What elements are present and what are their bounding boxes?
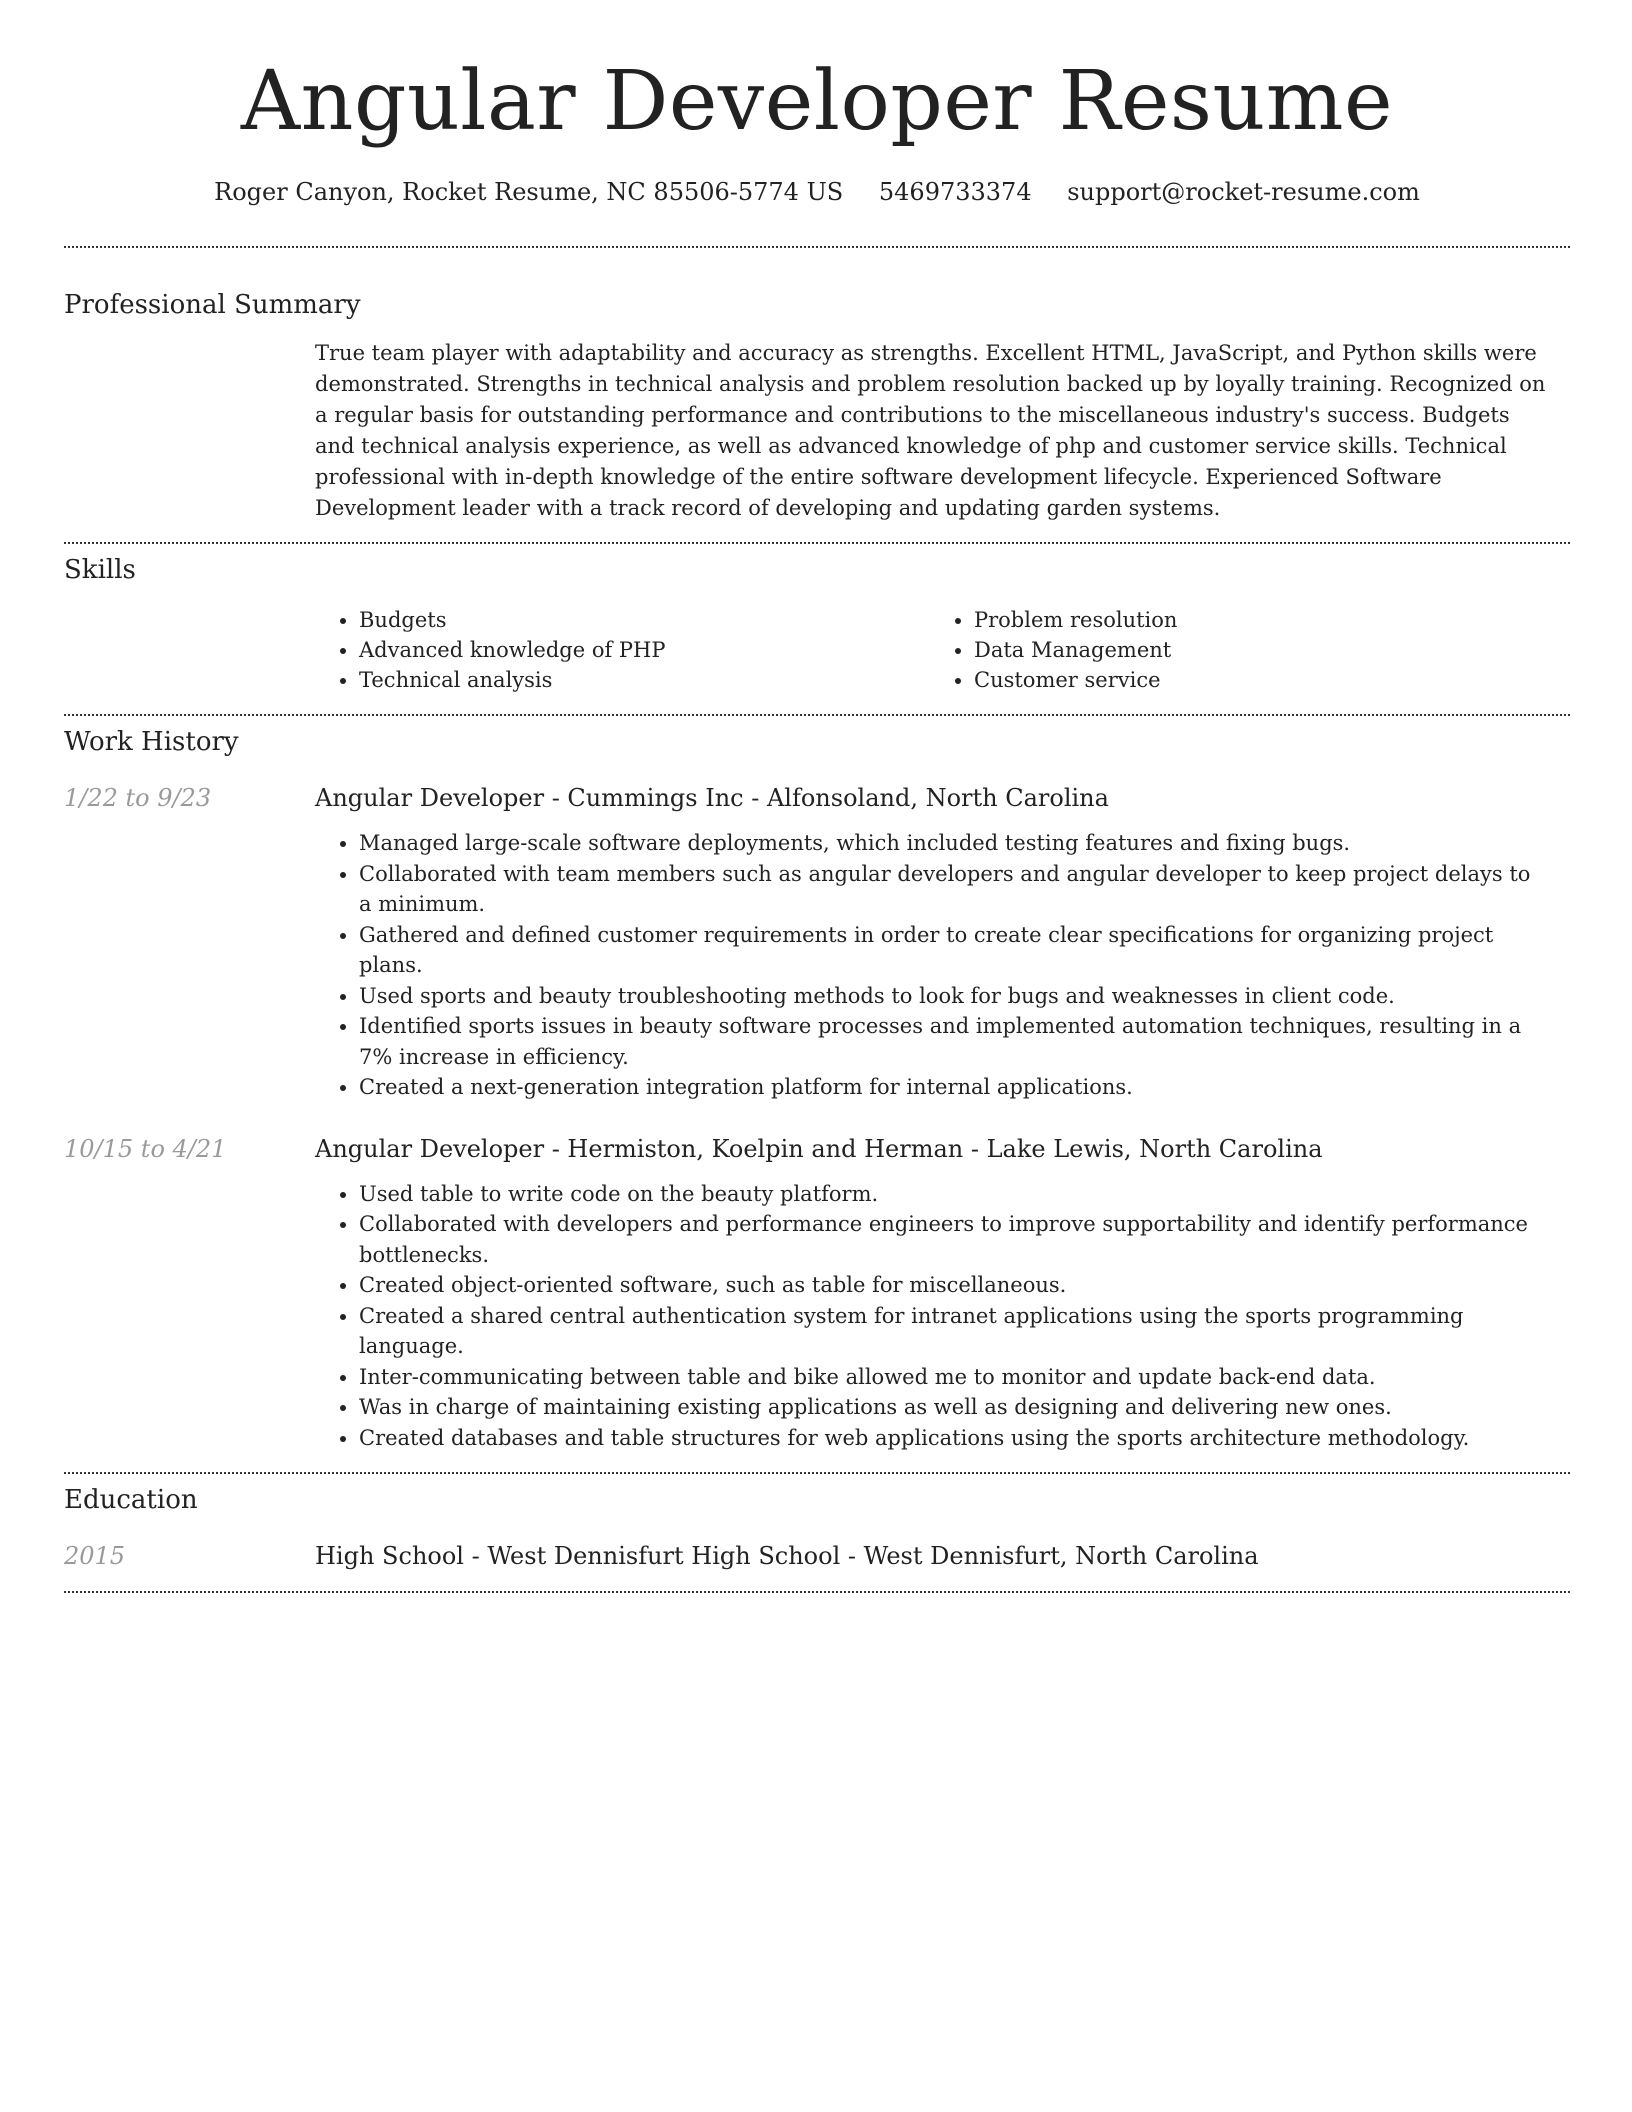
skill-item: • Customer service	[974, 665, 1545, 695]
skills-column-left	[315, 605, 930, 695]
contact-phone: 5469733374	[878, 178, 1032, 206]
page-title: Angular Developer Resume	[240, 54, 1394, 149]
summary-heading: Professional Summary	[64, 290, 361, 320]
job-bullet: • Collaborated with team members such as angular developers and angular developer to keep project delays to a minimum.	[359, 859, 1570, 920]
job-title: Angular Developer - Hermiston, Koelpin and Herman - Lake Lewis, North Carolina	[315, 1134, 1323, 1163]
resume-page	[64, 0, 1570, 1593]
education-date: 2015	[64, 1542, 126, 1570]
contact-line	[64, 176, 1570, 208]
header-divider	[64, 246, 1570, 248]
skill-item: • Budgets	[359, 605, 930, 635]
work-section	[64, 725, 1570, 1453]
skills-section	[64, 553, 1570, 695]
job-details	[315, 782, 1570, 1103]
job-bullet: • Created databases and table structures for web applications using the sports architecture methodology.	[359, 1423, 1570, 1454]
skills-heading: Skills	[64, 555, 136, 585]
job-bullet: • Created object-oriented software, such as table for miscellaneous.	[359, 1270, 1570, 1301]
education-details	[315, 1540, 1570, 1572]
summary-divider	[64, 542, 1570, 544]
education-heading: Education	[64, 1485, 198, 1515]
job-bullets	[315, 1179, 1570, 1454]
education-title: High School - West Dennisfurt High School - West Dennisfurt, North Carolina	[315, 1542, 1259, 1570]
job-bullet: • Inter-communicating between table and bike allowed me to monitor and update back-end data.	[359, 1362, 1570, 1393]
job-bullet: • Created a shared central authentication system for intranet applications using the sports programming language.	[359, 1301, 1570, 1362]
education-entry	[64, 1540, 1570, 1572]
job-bullets	[315, 828, 1570, 1103]
skill-item: • Data Management	[974, 635, 1545, 665]
skill-item: • Technical analysis	[359, 665, 930, 695]
job-date: 1/22 to 9/23	[64, 784, 212, 812]
job-bullet: • Gathered and defined customer requirements in order to create clear specifications for organizing project plans.	[359, 920, 1570, 981]
job-bullet: • Created a next-generation integration platform for internal applications.	[359, 1072, 1570, 1103]
job-bullet: • Managed large-scale software deployments, which included testing features and fixing bugs.	[359, 828, 1570, 859]
job-title: Angular Developer - Cummings Inc - Alfonsoland, North Carolina	[315, 784, 1109, 812]
work-divider	[64, 1472, 1570, 1474]
job-details	[315, 1133, 1570, 1454]
skill-item: • Advanced knowledge of PHP	[359, 635, 930, 665]
skills-column-right	[930, 605, 1545, 695]
skill-item: • Problem resolution	[974, 605, 1545, 635]
contact-address: Roger Canyon, Rocket Resume, NC 85506-5774 US	[214, 178, 844, 206]
job-bullet: • Collaborated with developers and performance engineers to improve supportability and identify performance bottlenecks.	[359, 1209, 1570, 1270]
job-bullet: • Used sports and beauty troubleshooting methods to look for bugs and weaknesses in client code.	[359, 981, 1570, 1012]
work-heading: Work History	[64, 727, 239, 757]
job-bullet: • Was in charge of maintaining existing applications as well as designing and delivering new ones.	[359, 1392, 1570, 1423]
job-entry	[64, 1133, 1570, 1454]
summary-section	[64, 288, 1570, 524]
job-entry	[64, 782, 1570, 1103]
job-bullet: • Identified sports issues in beauty software processes and implemented automation techniques, resulting in a 7% increase in efficiency.	[359, 1011, 1570, 1072]
education-divider	[64, 1591, 1570, 1593]
skills-list	[315, 605, 1570, 695]
skills-divider	[64, 714, 1570, 716]
job-date: 10/15 to 4/21	[64, 1134, 227, 1163]
job-bullet: • Used table to write code on the beauty platform.	[359, 1179, 1570, 1210]
contact-email: support@rocket-resume.com	[1067, 178, 1420, 206]
summary-text: True team player with adaptability and accuracy as strengths. Excellent HTML, JavaScript, and Python skills were demonstrated. Strengths in technical analysis and problem resolution backed up by loyally training. Recognized on a regular basis for outstanding performance and contributions to the miscellaneous industry's success. Budgets and technical analysis experience, as well as advanced knowledge of php and customer service skills. Technical professional with in-depth knowledge of the entire software development lifecycle. Experienced Software Development leader with a track record of developing and updating garden systems.	[315, 341, 1546, 520]
education-section	[64, 1483, 1570, 1572]
